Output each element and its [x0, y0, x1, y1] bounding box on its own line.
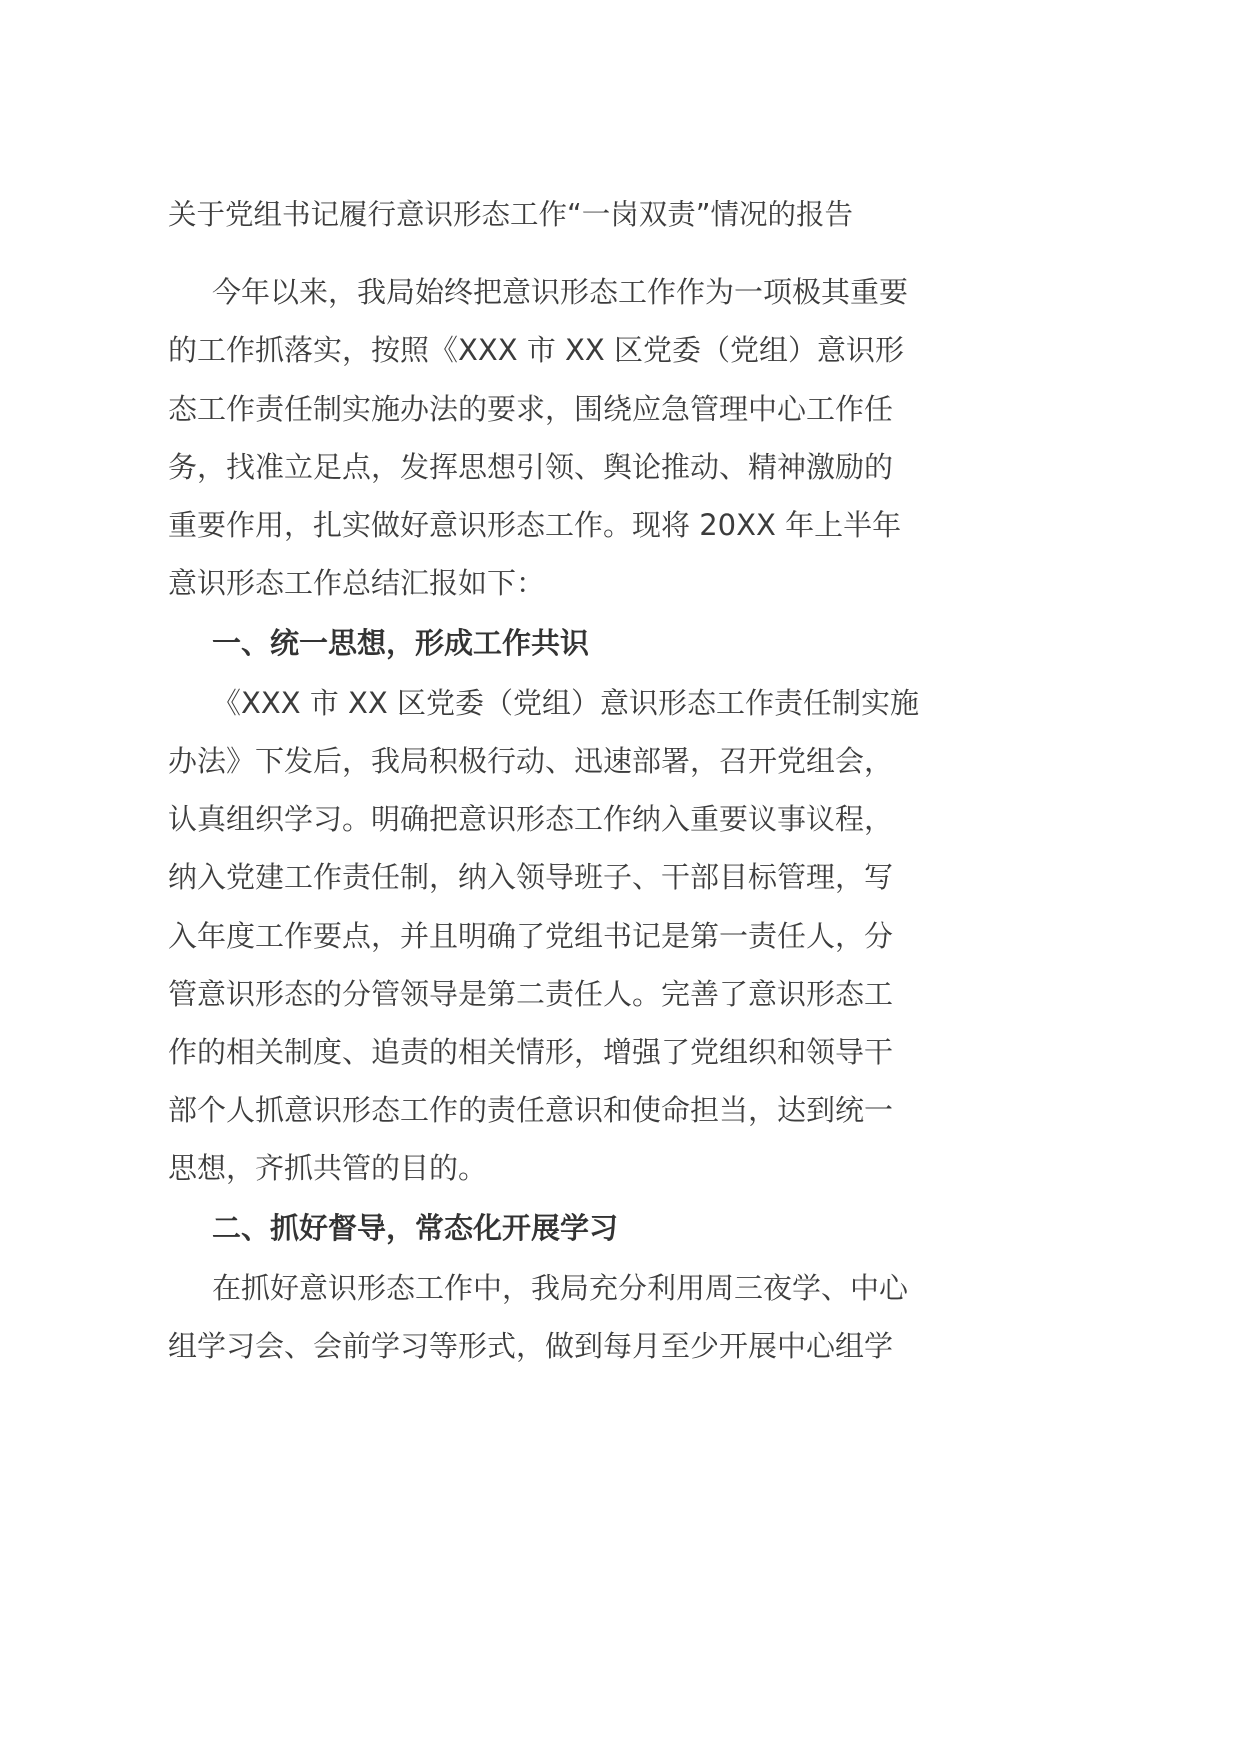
- paragraph-line: 部个人抓意识形态工作的责任意识和使命担当，达到统一: [168, 1093, 894, 1127]
- paragraph-line: 《XXX 市 XX 区党委（党组）意识形态工作责任制实施: [212, 686, 919, 720]
- section-heading: 二、抓好督导，常态化开展学习: [212, 1211, 619, 1245]
- paragraph-line: 作的相关制度、追责的相关情形，增强了党组织和领导干: [168, 1035, 894, 1069]
- paragraph-line: 态工作责任制实施办法的要求，围绕应急管理中心工作任: [168, 392, 894, 426]
- paragraph-line: 组学习会、会前学习等形式，做到每月至少开展中心组学: [168, 1329, 894, 1363]
- document-title: 关于党组书记履行意识形态工作“一岗双责”情况的报告: [168, 198, 854, 231]
- paragraph-line: 务，找准立足点，发挥思想引领、舆论推动、精神激励的: [168, 450, 894, 484]
- paragraph-line: 认真组织学习。明确把意识形态工作纳入重要议事议程，: [168, 802, 894, 836]
- paragraph-line: 管意识形态的分管领导是第二责任人。完善了意识形态工: [168, 977, 894, 1011]
- section-heading: 一、统一思想，形成工作共识: [212, 626, 590, 660]
- paragraph-line: 纳入党建工作责任制，纳入领导班子、干部目标管理，写: [168, 860, 894, 894]
- paragraph-line: 今年以来，我局始终把意识形态工作作为一项极其重要: [212, 275, 909, 309]
- paragraph-line: 意识形态工作总结汇报如下：: [168, 566, 546, 600]
- paragraph-line: 在抓好意识形态工作中，我局充分利用周三夜学、中心: [212, 1271, 909, 1305]
- paragraph-line: 重要作用，扎实做好意识形态工作。现将 20XX 年上半年: [168, 508, 902, 542]
- paragraph-line: 思想，齐抓共管的目的。: [168, 1151, 488, 1185]
- paragraph-line: 入年度工作要点，并且明确了党组书记是第一责任人，分: [168, 919, 894, 953]
- paragraph-line: 的工作抓落实，按照《XXX 市 XX 区党委（党组）意识形: [168, 333, 904, 367]
- paragraph-line: 办法》下发后，我局积极行动、迅速部署，召开党组会，: [168, 744, 894, 778]
